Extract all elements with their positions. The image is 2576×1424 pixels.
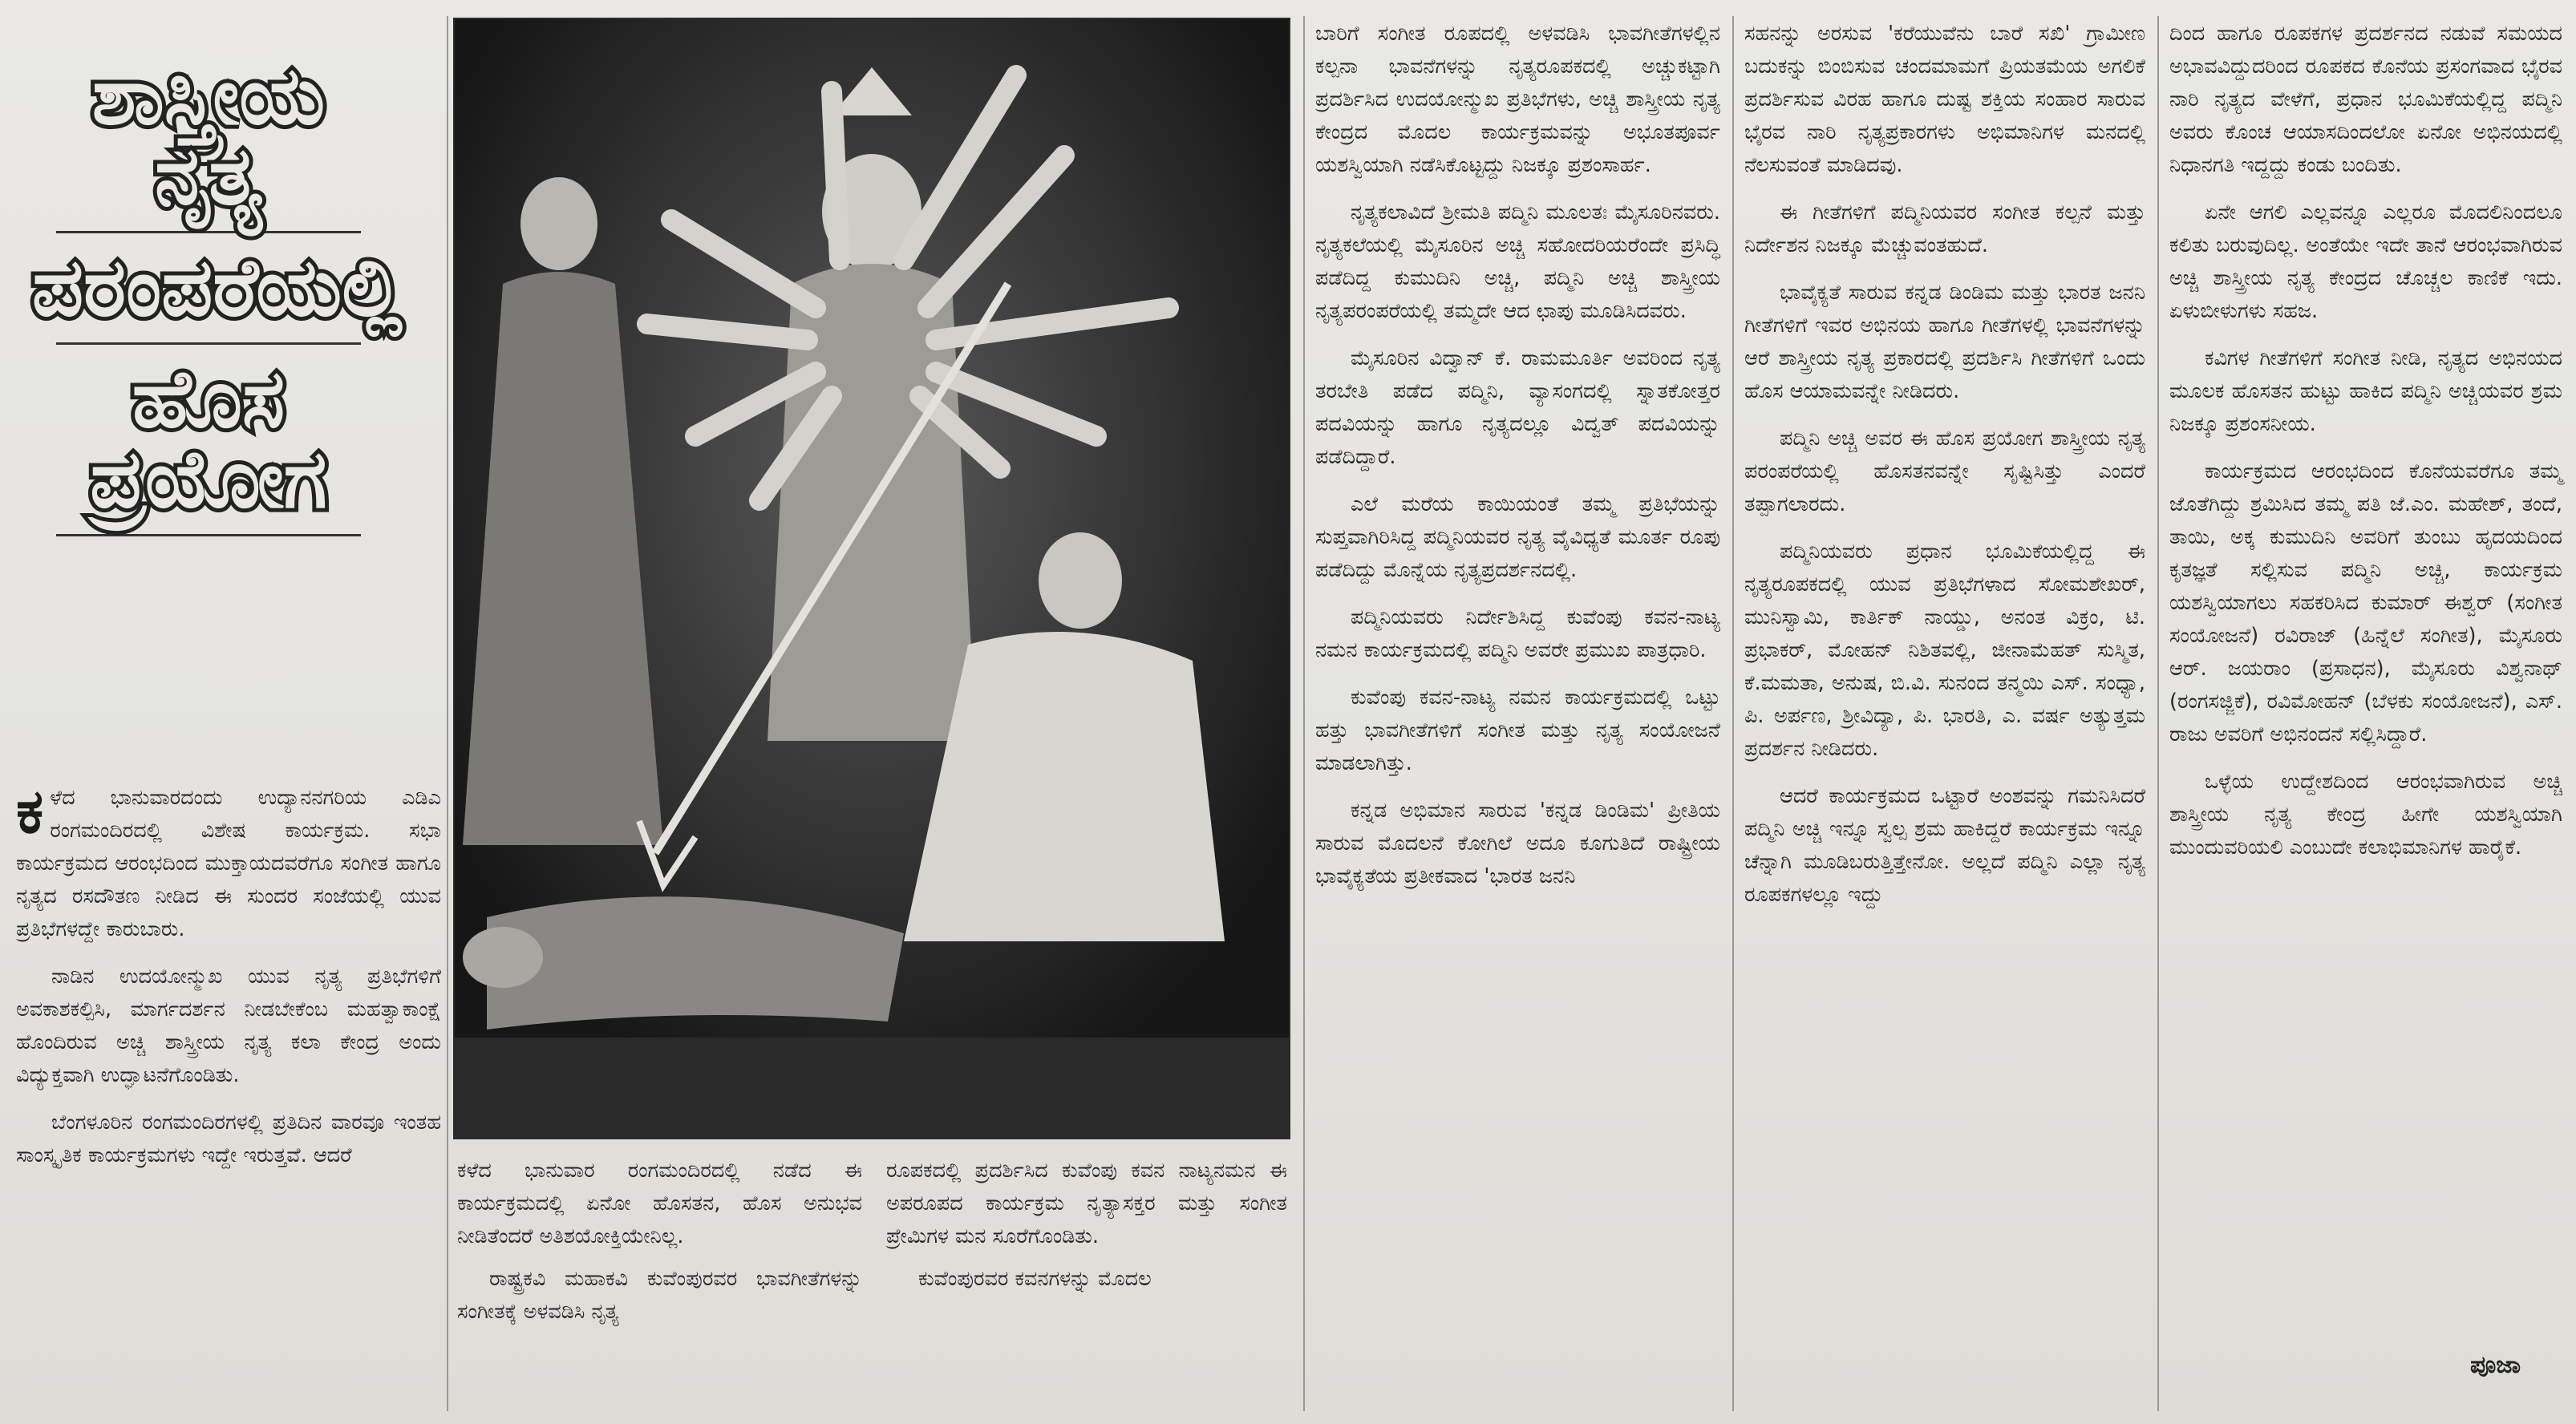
headline-divider xyxy=(56,231,361,233)
article-paragraph: ದಿಂದ ಹಾಗೂ ರೂಪಕಗಳ ಪ್ರದರ್ಶನದ ನಡುವೆ ಸಮಯದ ಅಭಾವವಿದ್ದುದರಿಂದ ರೂಪಕದ ಕೊನೆಯ ಪ್ರಸಂಗವಾದ ಭೈರವ ನಾರಿ ನೃತ್ಯದ ವೇಳೆಗೆ, ಪ್ರಧಾನ ಭೂಮಿಕೆಯಲ್ಲಿದ್ದ ಪದ್ಮಿನಿ ಅವರು ಕೊಂಚ ಆಯಾಸದಿಂದಲೋ ಏನೋ ಅಭಿನಯದಲ್ಲಿ ನಿಧಾನಗತಿ ಇದ್ದದ್ದು ಕಂಡು ಬಂದಿತು. xyxy=(2169,22,2562,177)
headline-line-2: ಪರಂಪರೆಯಲ್ಲಿ xyxy=(32,241,403,334)
article-paragraph: ಈ ಗೀತೆಗಳಿಗೆ ಪದ್ಮಿನಿಯವರ ಸಂಗೀತ ಕಲ್ಪನೆ ಮತ್ತು ನಿರ್ದೇಶನ ನಿಜಕ್ಕೂ ಮೆಚ್ಚುವಂತಹುದೆ. xyxy=(1744,200,2145,257)
article-paragraph: ಭಾವೈಕ್ಯತೆ ಸಾರುವ ಕನ್ನಡ ಡಿಂಡಿಮ ಮತ್ತು ಭಾರತ ಜನನಿ ಗೀತೆಗಳಿಗೆ ಇವರ ಅಭಿನಯ ಹಾಗೂ ಗೀತೆಗಳಲ್ಲಿ ಭಾವನೆಗಳನ್ನು ಆರೆ ಶಾಸ್ತ್ರೀಯ ನೃತ್ಯ ಪ್ರಕಾರದಲ್ಲಿ ಪ್ರದರ್ಶಿಸಿ ಗೀತೆಗಳಿಗೆ ಒಂದು ಹೊಸ ಆಯಾಮವನ್ನೇ ನೀಡಿದರು. xyxy=(1744,281,2145,403)
headline-divider xyxy=(56,342,361,345)
caption-column-1 xyxy=(457,1155,862,1338)
photo-image xyxy=(455,19,1289,1138)
article-column-3 xyxy=(1315,18,1720,908)
article-paragraph: ಕುವೆಂಪು ಕವನ-ನಾಟ್ಯ ನಮನ ಕಾರ್ಯಕ್ರಮದಲ್ಲಿ ಒಟ್ಟು ಹತ್ತು ಭಾವಗೀತೆಗಳಿಗೆ ಸಂಗೀತ ಮತ್ತು ನೃತ್ಯ ಸಂಯೋಜನೆ ಮಾಡಲಾಗಿತ್ತು. xyxy=(1315,686,1720,775)
article-paragraph: ನೃತ್ಯಕಲಾವಿದೆ ಶ್ರೀಮತಿ ಪದ್ಮಿನಿ ಮೂಲತಃ ಮೈಸೂರಿನವರು. ನೃತ್ಯಕಲೆಯಲ್ಲಿ ಮೈಸೂರಿನ ಅಚ್ಚಿ ಸಹೋದರಿಯರೆಂದೇ ಪ್ರಸಿದ್ಧಿ ಪಡೆದಿದ್ದ ಕುಮುದಿನಿ ಅಚ್ಚಿ, ಪದ್ಮಿನಿ ಅಚ್ಚಿ ಶಾಸ್ತ್ರೀಯ ನೃತ್ಯಪರಂಪರೆಯಲ್ಲಿ ತಮ್ಮದೇ ಆದ ಛಾಪು ಮೂಡಿಸಿದವರು. xyxy=(1315,200,1720,323)
column-divider xyxy=(2157,16,2159,1411)
headline-line-1: ಶಾಸ್ತ್ರೀಯ ನೃತ್ಯ xyxy=(91,49,326,223)
article-paragraph: ಮೈಸೂರಿನ ವಿದ್ವಾನ್ ಕೆ. ರಾಮಮೂರ್ತಿ ಅವರಿಂದ ನೃತ್ಯ ತರಬೇತಿ ಪಡೆದ ಪದ್ಮಿನಿ, ವ್ಯಾಸಂಗದಲ್ಲಿ ಸ್ನಾತಕೋತ್ತರ ಪದವಿಯನ್ನು ಹಾಗೂ ನೃತ್ಯದಲ್ಲೂ ವಿದ್ವತ್ ಪದವಿಯನ್ನು ಪಡೆದಿದ್ದಾರೆ. xyxy=(1315,346,1720,469)
caption-paragraph: ರೂಪಕದಲ್ಲಿ ಪ್ರದರ್ಶಿಸಿದ ಕುವೆಂಪು ಕವನ ನಾಟ್ಯನಮನ ಈ ಅಪರೂಪದ ಕಾರ್ಯಕ್ರಮ ನೃತ್ಯಾಸಕ್ತರ ಮತ್ತು ಸಂಗೀತ ಪ್ರೇಮಿಗಳ ಮನ ಸೂರೆಗೊಂಡಿತು. xyxy=(886,1159,1287,1248)
column-divider xyxy=(1303,16,1305,1411)
article-paragraph xyxy=(16,775,441,946)
article-paragraph: ಕವಿಗಳ ಗೀತೆಗಳಿಗೆ ಸಂಗೀತ ನೀಡಿ, ನೃತ್ಯದ ಅಭಿನಯದ ಮೂಲಕ ಹೊಸತನ ಹುಟ್ಟು ಹಾಕಿದ ಪದ್ಮಿನಿ ಅಚ್ಚಿಯವರ ಶ್ರಮ ನಿಜಕ್ಕೂ ಪ್ರಶಂಸನೀಯ. xyxy=(2169,346,2562,436)
caption-paragraph: ರಾಷ್ಟ್ರಕವಿ ಮಹಾಕವಿ ಕುವೆಂಪುರವರ ಭಾವಗೀತೆಗಳನ್ನು ಸಂಗೀತಕ್ಕೆ ಅಳವಡಿಸಿ ನೃತ್ಯ xyxy=(457,1267,862,1324)
article-paragraph: ಕನ್ನಡ ಅಭಿಮಾನ ಸಾರುವ 'ಕನ್ನಡ ಡಿಂಡಿಮ' ಪ್ರೀತಿಯ ಸಾರುವ ಮೊದಲನೆ ಕೋಗಿಲೆ ಅದೂ ಕೂಗುತಿದೆ ರಾಷ್ಟ್ರೀಯ ಭಾವೈಕ್ಯತೆಯ ಪ್ರತೀಕವಾದ 'ಭಾರತ ಜನನಿ xyxy=(1315,799,1720,888)
headline-divider xyxy=(56,534,361,536)
caption-column-2 xyxy=(886,1155,1287,1305)
article-paragraph: ಬಾರಿಗೆ ಸಂಗೀತ ರೂಪದಲ್ಲಿ ಅಳವಡಿಸಿ ಭಾವಗೀತೆಗಳಲ್ಲಿನ ಕಲ್ಪನಾ ಭಾವನೆಗಳನ್ನು ನೃತ್ಯರೂಪಕದಲ್ಲಿ ಅಚ್ಚುಕಟ್ಟಾಗಿ ಪ್ರದರ್ಶಿಸಿದ ಉದಯೋನ್ಮುಖ ಪ್ರತಿಭೆಗಳು, ಅಚ್ಚಿ ಶಾಸ್ತ್ರೀಯ ನೃತ್ಯ ಕೇಂದ್ರದ ಮೊದಲ ಕಾರ್ಯಕ್ರಮವನ್ನು ಅಭೂತಪೂರ್ವ ಯಶಸ್ವಿಯಾಗಿ ನಡೆಸಿಕೊಟ್ಟದ್ದು ನಿಜಕ್ಕೂ ಪ್ರಶಂಸಾರ್ಹ. xyxy=(1315,22,1720,177)
article-paragraph: ನಾಡಿನ ಉದಯೋನ್ಮುಖ ಯುವ ನೃತ್ಯ ಪ್ರತಿಭೆಗಳಿಗೆ ಅವಕಾಶಕಲ್ಪಿಸಿ, ಮಾರ್ಗದರ್ಶನ ನೀಡಬೇಕೆಂಬ ಮಹತ್ವಾಕಾಂಕ್ಷೆ ಹೊಂದಿರುವ ಅಚ್ಚಿ ಶಾಸ್ತ್ರೀಯ ನೃತ್ಯ ಕಲಾ ಕೇಂದ್ರ ಅಂದು ವಿದ್ಯುಕ್ತವಾಗಿ ಉದ್ಘಾಟನೆಗೊಂಡಿತು. xyxy=(16,965,441,1087)
article-paragraph: ಬೆಂಗಳೂರಿನ ರಂಗಮಂದಿರಗಳಲ್ಲಿ ಪ್ರತಿದಿನ ವಾರವೂ ಇಂತಹ ಸಾಂಸ್ಕೃತಿಕ ಕಾರ್ಯಕ್ರಮಗಳು ಇದ್ದೇ ಇರುತ್ತವೆ. ಆದರೆ xyxy=(16,1110,441,1167)
article-paragraph: ಕಾರ್ಯಕ್ರಮದ ಆರಂಭದಿಂದ ಕೊನೆಯವರೆಗೂ ತಮ್ಮ ಜೊತೆಗಿದ್ದು ಶ್ರಮಿಸಿದ ತಮ್ಮ ಪತಿ ಜೆ.ಎಂ. ಮಹೇಶ್, ತಂದೆ, ತಾಯಿ, ಅಕ್ಕ ಕುಮುದಿನಿ ಅವರಿಗೆ ತುಂಬು ಹೃದಯದಿಂದ ಕೃತಜ್ಞತೆ ಸಲ್ಲಿಸುವ ಪದ್ಮಿನಿ ಅಚ್ಚಿ, ಕಾರ್ಯಕ್ರಮ ಯಶಸ್ವಿಯಾಗಲು ಸಹಕರಿಸಿದ ಕುಮಾರ್ ಈಶ್ವರ್ (ಸಂಗೀತ ಸಂಯೋಜನೆ) ರವಿರಾಜ್ (ಹಿನ್ನೆಲೆ ಸಂಗೀತ), ಮೈಸೂರು ಆರ್. ಜಯರಾಂ (ಪ್ರಸಾಧನ), ಮೈಸೂರು ವಿಶ್ವನಾಥ್ (ರಂಗಸಜ್ಜಿಕೆ), ರವಿಮೋಹನ್ (ಬೆಳಕು ಸಂಯೋಜನೆ), ಎಸ್. ರಾಜು ಅವರಿಗೆ ಅಭಿನಂದನೆ ಸಲ್ಲಿಸಿದ್ದಾರೆ. xyxy=(2169,459,2562,746)
article-column-1 xyxy=(16,775,441,1187)
caption-paragraph: ಕಳೆದ ಭಾನುವಾರ ರಂಗಮಂದಿರದಲ್ಲಿ ನಡೆದ ಈ ಕಾರ್ಯಕ್ರಮದಲ್ಲಿ ಏನೋ ಹೊಸತನ, ಹೊಸ ಅನುಭವ ನೀಡಿತೆಂದರೆ ಅತಿಶಯೋಕ್ತಿಯೇನಿಲ್ಲ. xyxy=(457,1159,862,1248)
column-divider xyxy=(447,16,448,1411)
drop-cap: ಕ xyxy=(16,775,44,847)
caption-paragraph: ಕುವೆಂಪುರವರ ಕವನಗಳನ್ನು ಮೊದಲ xyxy=(918,1267,1152,1291)
article-paragraph: ಸಹನನ್ನು ಅರಸುವ 'ಕರೆಯುವೆನು ಬಾರೆ ಸಖಿ' ಗ್ರಾಮೀಣ ಬದುಕನ್ನು ಬಿಂಬಿಸುವ ಚಂದಮಾಮಗೆ ಪ್ರಿಯತಮೆಯ ಅಗಲಿಕೆ ಪ್ರದರ್ಶಿಸುವ ವಿರಹ ಹಾಗೂ ದುಷ್ಟ ಶಕ್ತಿಯ ಸಂಹಾರ ಸಾರುವ ಭೈರವ ನಾರಿ ನೃತ್ಯಪ್ರಕಾರಗಳು ಅಭಿಮಾನಿಗಳ ಮನದಲ್ಲಿ ನೆಲಸುವಂತೆ ಮಾಡಿದವು. xyxy=(1744,22,2145,177)
article-paragraph: ಪದ್ಮಿನಿಯವರು ನಿರ್ದೇಶಿಸಿದ್ದ ಕುವೆಂಪು ಕವನ-ನಾಟ್ಯ ನಮನ ಕಾರ್ಯಕ್ರಮದಲ್ಲಿ ಪದ್ಮಿನಿ ಅವರೇ ಪ್ರಮುಖ ಪಾತ್ರಧಾರಿ. xyxy=(1315,605,1720,662)
paragraph-text: ಳೆದ ಭಾನುವಾರದಂದು ಉದ್ಯಾನನಗರಿಯ ಎಡಿಎ ರಂಗಮಂದಿರದಲ್ಲಿ ವಿಶೇಷ ಕಾರ್ಯಕ್ರಮ. ಸಭಾ ಕಾರ್ಯಕ್ರಮದ ಆರಂಭದಿಂದ ಮುಕ್ತಾಯದವರೆಗೂ ಸಂಗೀತ ಹಾಗೂ ನೃತ್ಯದ ರಸದೌತಣ ನೀಡಿದ ಈ ಸುಂದರ ಸಂಜೆಯಲ್ಲಿ ಯುವ ಪ್ರತಿಭೆಗಳದ್ದೇ ಕಾರುಬಾರು. xyxy=(16,786,441,941)
author-byline: ಪೂಜಾ xyxy=(2470,1351,2521,1379)
article-column-5 xyxy=(2169,18,2562,879)
dance-performance-photo xyxy=(453,18,1290,1139)
article-paragraph: ಪದ್ಮಿನಿ ಅಚ್ಚಿ ಅವರ ಈ ಹೊಸ ಪ್ರಯೋಗ ಶಾಸ್ತ್ರೀಯ ನೃತ್ಯ ಪರಂಪರೆಯಲ್ಲಿ ಹೊಸತನವನ್ನೇ ಸೃಷ್ಟಿಸಿತ್ತು ಎಂದರೆ ತಪ್ಪಾಗಲಾರದು. xyxy=(1744,427,2145,516)
article-paragraph: ಆದರೆ ಕಾರ್ಯಕ್ರಮದ ಒಟ್ಟಾರೆ ಅಂಶವನ್ನು ಗಮನಿಸಿದರೆ ಪದ್ಮಿನಿ ಅಚ್ಚಿ ಇನ್ನೂ ಸ್ವಲ್ಪ ಶ್ರಮ ಹಾಕಿದ್ದರೆ ಕಾರ್ಯಕ್ರಮ ಇನ್ನೂ ಚೆನ್ನಾಗಿ ಮೂಡಿಬರುತ್ತಿತ್ತೇನೋ. ಅಲ್ಲದೆ ಪದ್ಮಿನಿ ಎಲ್ಲಾ ನೃತ್ಯ ರೂಪಕಗಳಲ್ಲೂ ಇದ್ದು xyxy=(1744,784,2145,907)
column-divider xyxy=(1732,16,1734,1411)
headline-line-3: ಹೊಸ ಪ್ರಯೋಗ xyxy=(90,352,327,526)
article-paragraph: ಏನೇ ಆಗಲಿ ಎಲ್ಲವನ್ನೂ ಎಲ್ಲರೂ ಮೊದಲಿನಿಂದಲೂ ಕಲಿತು ಬರುವುದಿಲ್ಲ. ಅಂತೆಯೇ ಇದೇ ತಾನೆ ಆರಂಭವಾಗಿರುವ ಅಚ್ಚಿ ಶಾಸ್ತ್ರೀಯ ನೃತ್ಯ ಕೇಂದ್ರದ ಚೊಚ್ಚಲ ಕಾಣಿಕೆ ಇದು. ಏಳುಬೀಳುಗಳು ಸಹಜ. xyxy=(2169,200,2562,323)
headline-block xyxy=(32,49,403,551)
article-paragraph: ಪದ್ಮಿನಿಯವರು ಪ್ರಧಾನ ಭೂಮಿಕೆಯಲ್ಲಿದ್ದ ಈ ನೃತ್ಯರೂಪಕದಲ್ಲಿ ಯುವ ಪ್ರತಿಭೆಗಳಾದ ಸೋಮಶೇಖರ್, ಮುನಿಸ್ವಾಮಿ, ಕಾರ್ತಿಕ್ ನಾಯ್ಡು, ಅನಂತ ವಿಕ್ರಂ, ಟಿ. ಪ್ರಭಾಕರ್, ಮೋಹನ್ ನಿಶಿತವಲ್ಲಿ, ಜೀನಾಮೆಹತ್ ಸುಸ್ಮಿತ, ಕೆ.ಮಮತಾ, ಅನುಷ, ಬಿ.ವಿ. ಸುನಂದ ತನ್ಮಯಿ ಎಸ್. ಸಂಧ್ಯಾ, ಪಿ. ಅರ್ಪಣ, ಶ್ರೀವಿದ್ಯಾ, ಪಿ. ಭಾರತಿ, ಎ. ವರ್ಷ ಅತ್ಯುತ್ತಮ ಪ್ರದರ್ಶನ ನೀಡಿದರು. xyxy=(1744,540,2145,761)
article-column-4 xyxy=(1744,18,2145,926)
article-paragraph: ಎಲೆ ಮರೆಯ ಕಾಯಿಯಂತೆ ತಮ್ಮ ಪ್ರತಿಭೆಯನ್ನು ಸುಪ್ತವಾಗಿರಿಸಿದ್ದ ಪದ್ಮಿನಿಯವರ ನೃತ್ಯ ವೈವಿಧ್ಯತೆ ಮೂರ್ತ ರೂಪು ಪಡೆದಿದ್ದು ಮೊನ್ನೆಯ ನೃತ್ಯಪ್ರದರ್ಶನದಲ್ಲಿ. xyxy=(1315,492,1720,582)
article-paragraph: ಒಳ್ಳೆಯ ಉದ್ದೇಶದಿಂದ ಆರಂಭವಾಗಿರುವ ಅಚ್ಚಿ ಶಾಸ್ತ್ರೀಯ ನೃತ್ಯ ಕೇಂದ್ರ ಹೀಗೇ ಯಶಸ್ವಿಯಾಗಿ ಮುಂದುವರಿಯಲಿ ಎಂಬುದೇ ಕಲಾಭಿಮಾನಿಗಳ ಹಾರೈಕೆ. xyxy=(2169,770,2562,860)
